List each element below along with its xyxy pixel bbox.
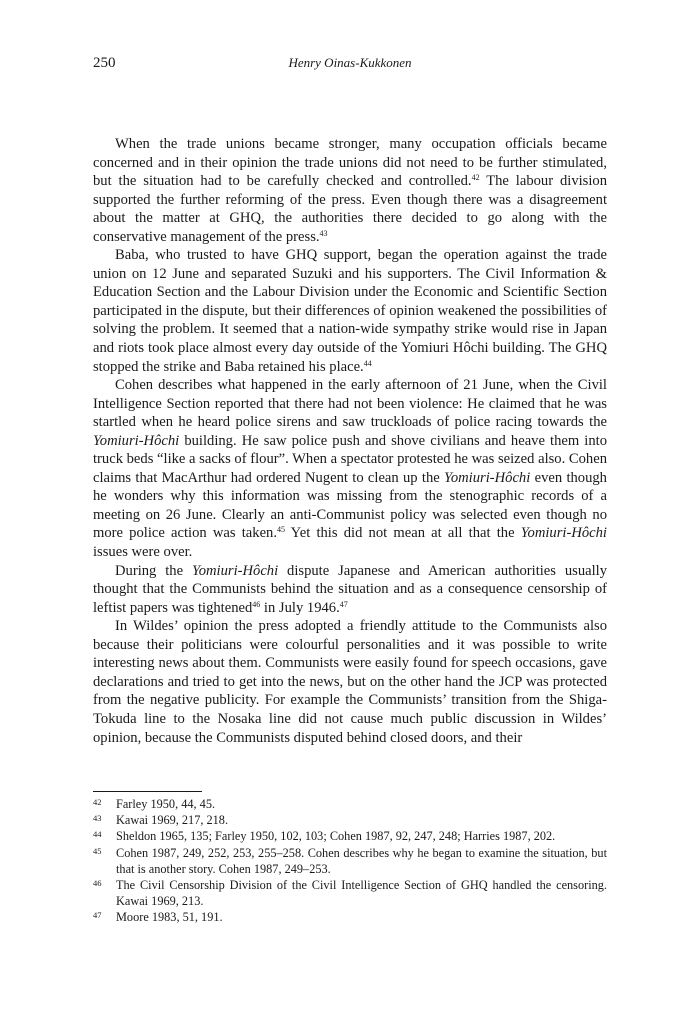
- paragraph: [93, 562, 607, 618]
- footnote: [93, 909, 607, 925]
- footnote-reference: 46: [252, 599, 261, 609]
- footnote: [93, 828, 607, 844]
- footnote-text: Farley 1950, 44, 45.: [116, 797, 216, 811]
- footnote-text: Sheldon 1965, 135; Farley 1950, 102, 103; Cohen 1987, 92, 247, 248; Harries 1987, 202.: [116, 829, 556, 844]
- footnote-text: Kawai 1969, 217, 218.: [116, 813, 229, 828]
- paragraph-text: dispute Japanese and American authorities usually thought that the Communists behind the situation and as a consequence censorship of leftist papers was tightened: [93, 562, 607, 616]
- paragraph-text: Baba, who trusted to have GHQ support, began the operation against the trade union on 12 June and separated Suzuki and his supporters. The Civil Information & Education Section and the Labour Division under the Economic and Scientific Section participated in the dispute, but their differences of opinion weakened the possibilities of solving the problem. It seemed that a nation-wide sympathy strike would rise in Japan and riots took place almost every day outside of the Yomiuri Hôchi building. The GHQ stopped the strike and Baba retained his place.: [93, 247, 607, 375]
- footnote-number: 46: [93, 878, 102, 889]
- footnote-reference: 45: [277, 525, 285, 535]
- paragraph-text: During the: [115, 562, 192, 579]
- footnotes: [93, 796, 607, 926]
- footnote: [93, 812, 607, 828]
- italic-title: Yomiuri-Hôchi: [520, 525, 607, 542]
- footnote-number: 47: [93, 910, 102, 921]
- footnote: [93, 877, 607, 909]
- body-text: [93, 135, 607, 747]
- paragraph-text: even though he wonders why this information was missing from the stenographic records of a meeting on 26 June. Clearly an anti-Communist policy was selected even though no more police action was taken.: [93, 469, 607, 542]
- italic-title: Yomiuri-Hôchi: [93, 432, 180, 449]
- footnote-reference: 44: [363, 358, 372, 368]
- footnote-reference: 47: [339, 599, 348, 609]
- italic-title: Yomiuri-Hôchi: [444, 469, 531, 486]
- footnote-text: Cohen 1987, 249, 252, 253, 255–258. Cohen describes why he began to examine the situation, but that is another story. Cohen 1987, 249–253.: [116, 845, 607, 876]
- footnote-divider: [93, 791, 202, 792]
- paragraph: [93, 617, 607, 747]
- paragraph-text: The labour division supported the further reforming of the press. Even though there was a disagreement about the matter at GHQ, the authorities there decided to go along with the conservative management of the press.: [93, 173, 607, 245]
- page-number: 250: [93, 55, 116, 71]
- footnote-reference: 42: [471, 173, 480, 183]
- footnote-number: 44: [93, 829, 102, 840]
- footnote: [93, 845, 607, 877]
- paragraph: [93, 246, 607, 376]
- paragraph-text: in July 1946.: [260, 599, 340, 616]
- paragraph: [93, 135, 607, 246]
- footnote-reference: 43: [319, 228, 328, 238]
- italic-title: Yomiuri-Hôchi: [191, 562, 279, 579]
- paragraph: [93, 376, 607, 561]
- footnote-number: 42: [93, 797, 102, 807]
- paragraph-text: When the trade unions became stronger, many occupation officials became concerned and in their opinion the trade unions did not need to be further stimulated, but the situation had to be carefully checked and controlled.: [93, 136, 607, 190]
- paragraph-text: Cohen describes what happened in the early afternoon of 21 June, when the Civil Intelligence Section reported that there had not been violence: He claimed that he was startled when he heard police sirens and saw truckloads of police racing towards the: [93, 377, 607, 431]
- paragraph-text: In Wildes’ opinion the press adopted a friendly attitude to the Communists also because their politicians were colourful personalities and it was possible to write interesting news about them. Communists were easily found for speech occasions, gave declarations and tried to get into the news, but on the other hand the JCP was protected from the negative publicity. For example the Communists’ transition from the Shiga-Tokuda line to the Nosaka line did not cause much public discussion in Wildes’ opinion, because the Communists disputed behind closed doors, and their: [93, 618, 607, 746]
- footnote-number: 45: [93, 845, 102, 856]
- footnote-text: Moore 1983, 51, 191.: [116, 910, 223, 925]
- footnote: [93, 796, 607, 812]
- paragraph-text: building. He saw police push and shove civilians and heave them into truck beds “like a sacks of flour”. When a spectator protested he was seized also. Cohen claims that MacArthur had ordered Nugent to clean up the: [93, 432, 607, 486]
- running-head: Henry Oinas-Kukkonen: [288, 55, 412, 70]
- footnote-number: 43: [93, 813, 102, 824]
- paragraph-text: Yet this did not mean at all that the: [285, 525, 521, 542]
- footnote-text: The Civil Censorship Division of the Civil Intelligence Section of GHQ handled the censoring. Kawai 1969, 213.: [116, 878, 607, 909]
- paragraph-text: issues were over.: [93, 544, 193, 561]
